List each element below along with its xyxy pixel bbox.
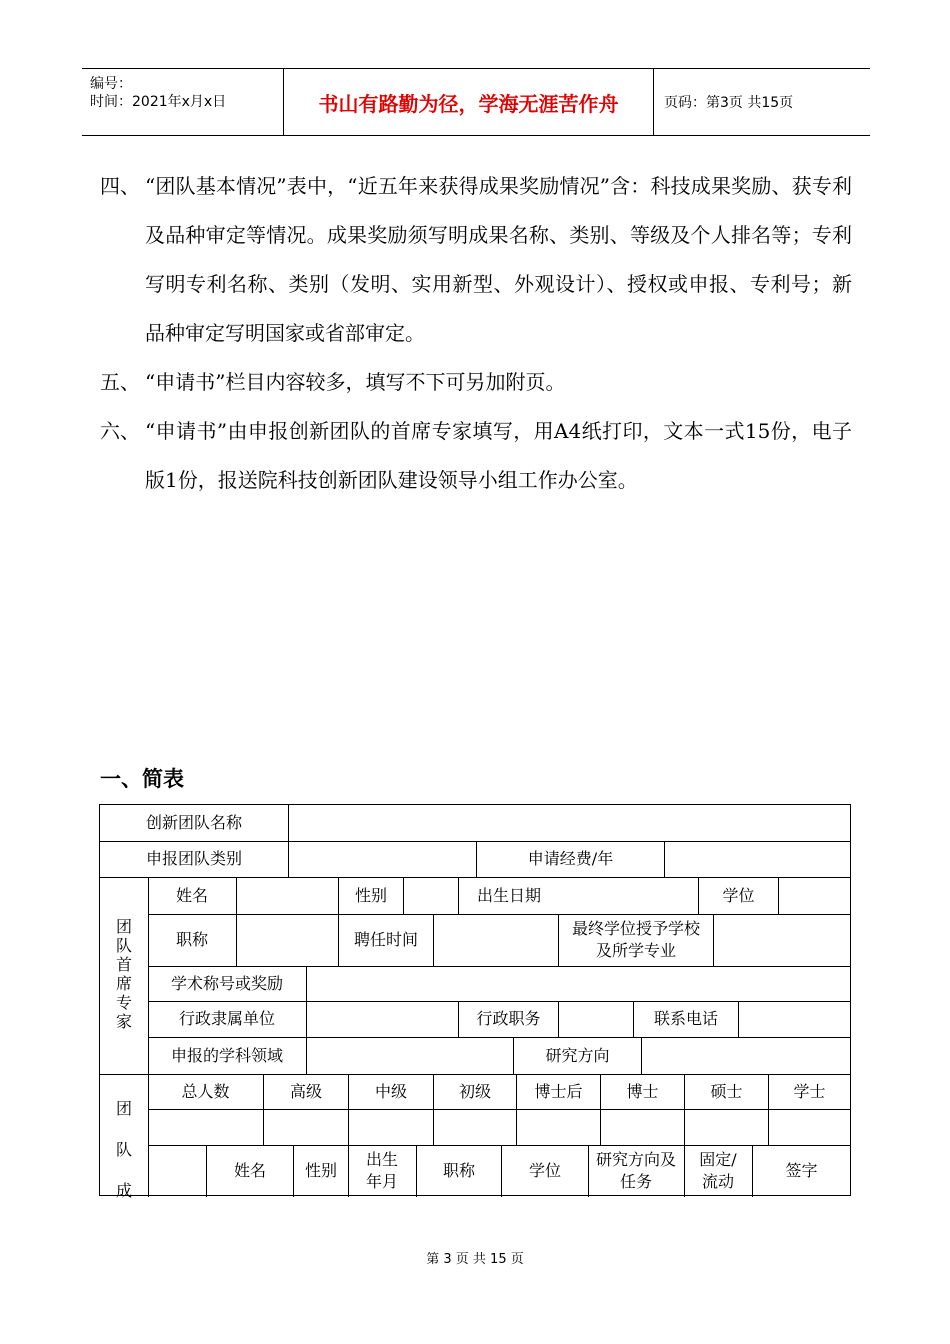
note-number: 六、: [100, 419, 140, 443]
header-motto: 书山有路勤为径，学海无涯苦作舟: [318, 91, 619, 116]
note-text: “申请书”由申报创新团队的首席专家填写，用A4纸打印，文本一式15份，电子版1份，报送院科技创新团队建设领导小组工作办公室。: [145, 419, 852, 492]
member-name-header: 姓名: [233, 1161, 266, 1180]
name-label: 姓名: [175, 885, 208, 905]
gender-label: 性别: [354, 885, 387, 905]
admin-unit-field[interactable]: [307, 1001, 458, 1037]
instruction-notes: [100, 162, 852, 505]
research-direction-label: 研究方向: [545, 1045, 610, 1065]
birth-date-label: 出生日期: [476, 885, 541, 905]
bachelor-field[interactable]: [769, 1110, 850, 1145]
degree-label: 学位: [722, 885, 755, 905]
member-sign-header: 签字: [785, 1161, 818, 1180]
admin-position-label: 行政职务: [476, 1009, 541, 1028]
funding-field[interactable]: [665, 841, 850, 877]
bachelor-header: 学士: [793, 1081, 826, 1101]
chief-expert-group-label: 团队首席专家: [115, 917, 132, 1031]
phd-field[interactable]: [601, 1110, 684, 1145]
team-type-field[interactable]: [289, 841, 476, 877]
final-degree-school-field[interactable]: [714, 914, 850, 966]
summary-form-table: [99, 804, 851, 1200]
note-number: 五、: [100, 370, 140, 394]
total-count-field[interactable]: [148, 1110, 263, 1145]
academic-honor-label: 学术称号或奖励: [170, 973, 283, 993]
note-item: [100, 358, 852, 407]
title-label: 职称: [175, 930, 208, 949]
note-item: [100, 162, 852, 358]
member-degree-header: 学位: [528, 1161, 561, 1180]
title-field[interactable]: [237, 914, 338, 966]
discipline-label: 申报的学科领域: [170, 1045, 283, 1065]
admin-position-field[interactable]: [559, 1001, 633, 1037]
note-item: [100, 407, 852, 505]
phd-header: 博士: [626, 1081, 659, 1101]
birth-date-field[interactable]: [559, 877, 698, 914]
senior-field[interactable]: [264, 1110, 348, 1145]
master-header: 硕士: [710, 1081, 743, 1101]
hire-time-label: 聘任时间: [353, 930, 418, 949]
name-field[interactable]: [237, 877, 338, 914]
member-fixed-header: 固定/流动: [699, 1150, 737, 1191]
member-gender-header: 性别: [304, 1161, 337, 1180]
doc-code-label: 编号：: [90, 76, 132, 92]
section-title: 一、简表: [100, 767, 184, 791]
final-degree-school-label: 最终学位授予学校及所学专业: [571, 919, 700, 960]
middle-field[interactable]: [349, 1110, 433, 1145]
junior-header: 初级: [458, 1081, 491, 1101]
header-page-info: 页码：第3页 共15页: [664, 95, 794, 111]
academic-honor-field[interactable]: [307, 966, 850, 1001]
team-name-label: 创新团队名称: [145, 813, 242, 832]
discipline-field[interactable]: [307, 1037, 513, 1074]
degree-field[interactable]: [779, 877, 850, 914]
team-type-label: 申报团队类别: [145, 849, 242, 868]
header-divider: [653, 69, 654, 135]
member-research-header: 研究方向及任务: [596, 1150, 677, 1191]
page-footer: 第 3 页 共 15 页: [426, 1252, 524, 1267]
total-count-header: 总人数: [181, 1081, 230, 1101]
research-direction-field[interactable]: [642, 1037, 850, 1074]
note-text: “团队基本情况”表中，“近五年来获得成果奖励情况”含：科技成果奖励、获专利及品种审定等情况。成果奖励须写明成果名称、类别、等级及个人排名等；专利写明专利名称、类别（发明、实用新型、外观设计）、授权或申报、专利号；新品种审定写明国家或省部审定。: [145, 174, 852, 345]
funding-label: 申请经费/年: [527, 849, 614, 868]
hire-time-field[interactable]: [434, 914, 558, 966]
team-name-field[interactable]: [289, 805, 850, 841]
postdoc-field[interactable]: [517, 1110, 600, 1145]
master-field[interactable]: [685, 1110, 768, 1145]
gender-field[interactable]: [404, 877, 458, 914]
postdoc-header: 博士后: [534, 1081, 583, 1101]
contact-phone-label: 联系电话: [653, 1009, 718, 1028]
member-birth-header: 出生年月: [365, 1150, 398, 1191]
page-header: [82, 68, 870, 136]
header-meta: [82, 69, 282, 135]
middle-header: 中级: [374, 1081, 407, 1101]
note-text: “申请书”栏目内容较多，填写不下可另加附页。: [145, 370, 566, 394]
note-number: 四、: [100, 174, 140, 198]
contact-phone-field[interactable]: [739, 1001, 850, 1037]
junior-field[interactable]: [434, 1110, 516, 1145]
member-title-header: 职称: [442, 1161, 475, 1180]
admin-unit-label: 行政隶属单位: [178, 1009, 275, 1028]
doc-date-label: 时间：2021年x月x日: [90, 94, 227, 110]
team-member-group-label: 团队成: [115, 1099, 132, 1200]
senior-header: 高级: [289, 1081, 322, 1101]
